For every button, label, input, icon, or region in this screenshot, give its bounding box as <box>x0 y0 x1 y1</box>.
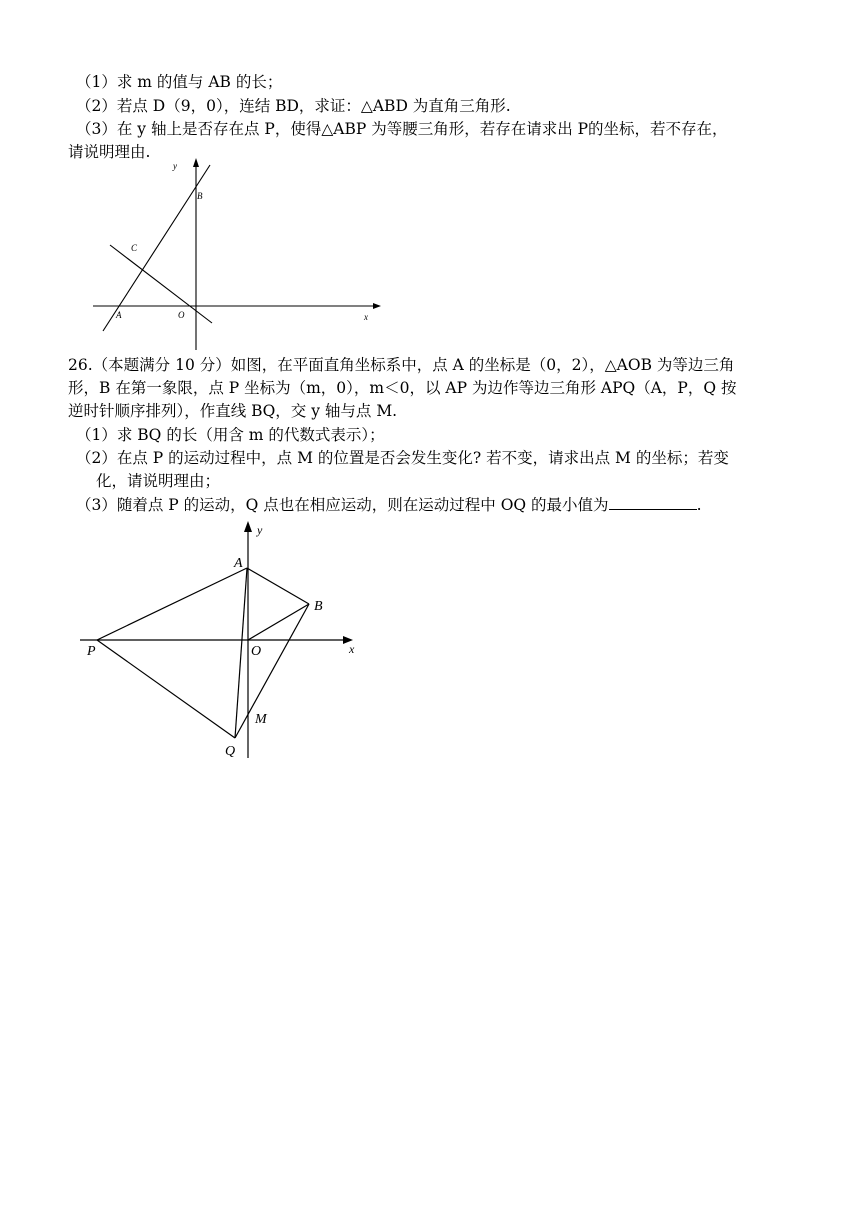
q26-label-p: P <box>87 644 96 659</box>
q26-label-m: M <box>255 712 267 727</box>
q25-label-c: C <box>131 243 138 253</box>
q26-part2-line2: 化，请说明理由； <box>96 472 221 490</box>
q26-part1: （1）求 BQ 的长（用含 m 的代数式表示）； <box>76 426 385 444</box>
q26-y-arrow <box>244 521 252 532</box>
q25-line-co <box>110 245 212 323</box>
q26-label-x: x <box>349 642 355 656</box>
q26-line1: 26.（本题满分 10 分）如图，在平面直角坐标系中，点 A 的坐标是（0，2），△AOB 为等边三角 <box>68 356 735 374</box>
q26-seg-pa <box>97 568 247 640</box>
q26-seg-pq <box>97 640 235 738</box>
q26-part2-line1: （2）在点 P 的运动过程中，点 M 的位置是否会发生变化? 若不变，请求出点 M 的坐标；若变 <box>76 449 729 467</box>
q26-part3-text: （3）随着点 P 的运动，Q 点也在相应运动，则在运动过程中 OQ 的最小值为 <box>76 496 609 514</box>
q25-part1: （1）求 m 的值与 AB 的长； <box>76 73 283 91</box>
q26-label-b: B <box>314 599 323 614</box>
q26-label-q: Q <box>225 744 236 759</box>
q25-x-arrow <box>373 303 381 309</box>
q26-line3: 逆时针顺序排列），作直线 BQ，交 y 轴与点 M. <box>68 402 398 420</box>
q25-part2: （2）若点 D（9，0），连结 BD，求证：△ABD 为直角三角形. <box>76 97 511 115</box>
answer-blank[interactable] <box>609 495 697 510</box>
q25-label-y: y <box>173 161 177 171</box>
q25-figure <box>85 155 385 355</box>
q25-part3-line1: （3）在 y 轴上是否存在点 P，使得△ABP 为等腰三角形，若存在请求出 P的坐标，若不存在， <box>76 120 728 138</box>
q26-line2: 形，B 在第一象限，点 P 坐标为（m，0），m＜0，以 AP 为边作等边三角形 APQ（A，P，Q 按 <box>68 379 737 397</box>
q26-label-o: O <box>251 644 262 659</box>
q26-label-y: y <box>257 523 263 537</box>
q26-seg-aq <box>235 568 247 738</box>
q26-seg-bq <box>235 604 309 738</box>
q26-figure <box>75 518 375 768</box>
q26-label-a: A <box>234 556 243 571</box>
q26-seg-ab <box>247 568 309 604</box>
q26-seg-ob <box>248 604 309 640</box>
q25-label-a: A <box>116 310 122 320</box>
q25-part3-line2: 请说明理由. <box>68 143 151 161</box>
q26-part3 <box>76 494 702 516</box>
q25-y-arrow <box>193 158 199 167</box>
q25-label-b: B <box>197 191 203 201</box>
q25-label-x: x <box>364 312 368 322</box>
q25-label-o: O <box>178 310 185 320</box>
q26-part3-end: . <box>696 496 702 514</box>
